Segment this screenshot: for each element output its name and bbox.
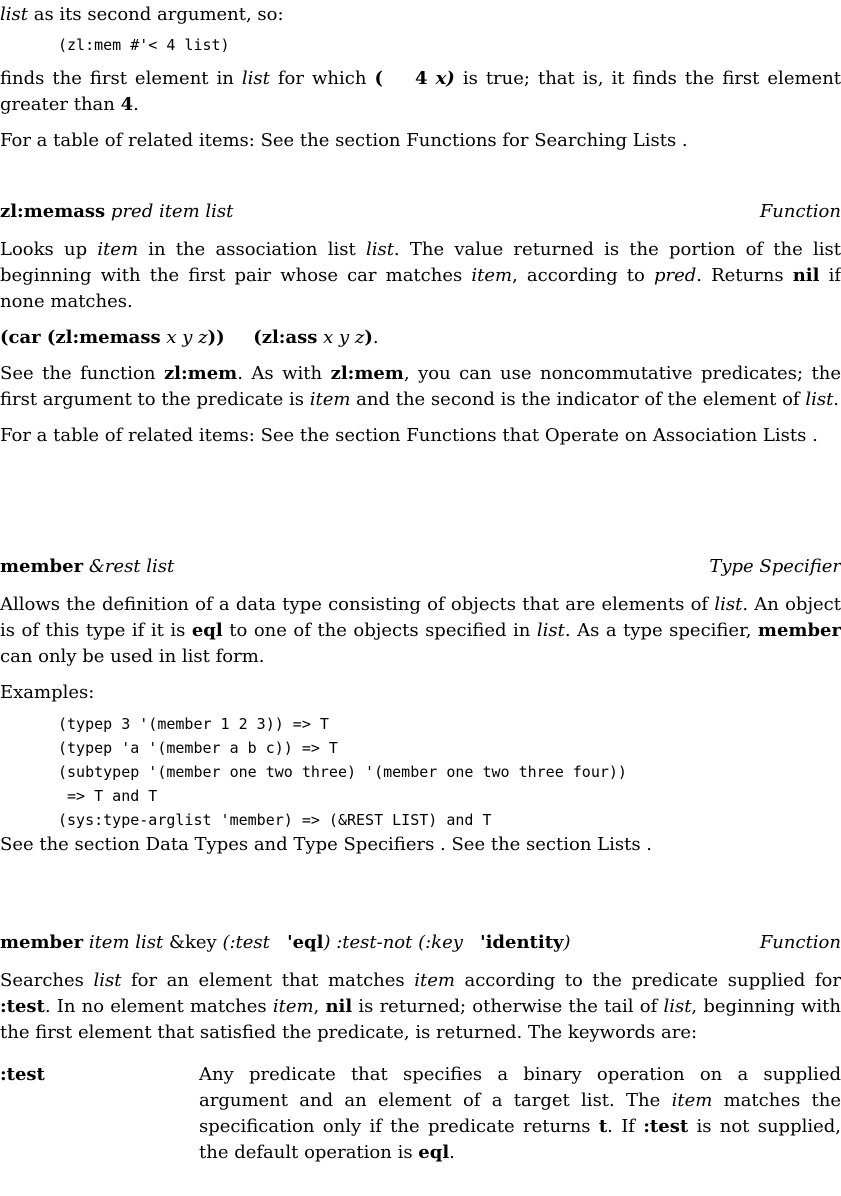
entry-header: member item list &key (:test 'eql) :test-not (:key 'identity) Function [0, 930, 841, 956]
code-line: (subtypep '(member one two three) '(member one two three four)) [58, 763, 627, 781]
intro-line: list as its second argument, so: [0, 4, 284, 25]
entry-args: &rest list [88, 556, 175, 577]
entry-kind: Function [759, 932, 841, 953]
keyword-definition: Any predicate that specifies a binary operation on a supplied argument and an element of a target list. The item matches the specification only if the predicate returns t. If :test is not supplied, the default operation is eql. [199, 1064, 841, 1163]
code-line: => T and T [58, 787, 158, 805]
intro-paragraph: finds the first element in list for which ( 4 x) is true; that is, it finds the first element greater than 4. [0, 68, 841, 115]
examples-label: Examples: [0, 682, 95, 703]
keyword-row [0, 1062, 841, 1166]
code-example: (zl:mem #'< 4 list) [58, 36, 230, 54]
entry-header [0, 199, 841, 225]
intro-section [0, 0, 841, 154]
entry-description: Searches list for an element that matches item according to the predicate supplied for :test. In no element matches item, nil is returned; otherwise the tail of list, beginning with the first element that satisfied the predicate, is returned. The keywords are: [0, 970, 841, 1043]
entry-member-type [0, 554, 841, 858]
equivalence-line: (car (zl:memass x y z)) (zl:ass x y z). [0, 327, 379, 348]
related-items-link[interactable]: For a table of related items: See the section Functions that Operate on Association Lists . [0, 425, 818, 446]
code-examples [0, 712, 841, 832]
entry-kind: Type Specifier [709, 556, 841, 577]
keyword-term: :test [0, 1064, 45, 1085]
code-line: (typep 'a '(member a b c)) => T [58, 739, 338, 757]
code-line: (typep 3 '(member 1 2 3)) => T [58, 715, 329, 733]
related-items-link[interactable]: For a table of related items: See the section Functions for Searching Lists . [0, 130, 688, 151]
see-also-links[interactable]: See the section Data Types and Type Specifiers . See the section Lists . [0, 834, 653, 855]
entry-args: pred item list [110, 201, 234, 222]
entry-name: member [0, 556, 84, 577]
entry-name: zl:memass [0, 201, 106, 222]
entry-member-function [0, 930, 841, 1166]
entry-memass [0, 199, 841, 449]
entry-note: See the function zl:mem. As with zl:mem, you can use noncommutative predicates; the first argument to the predicate is item and the second is the indicator of the element of list. [0, 363, 841, 410]
entry-name: member [0, 932, 84, 953]
entry-kind: Function [759, 201, 841, 222]
code-line: (sys:type-arglist 'member) => (&REST LIST) and T [58, 811, 492, 829]
entry-description: Looks up item in the association list list. The value returned is the portion of the list beginning with the first pair whose car matches item, according to pred. Returns nil if none matches. [0, 239, 841, 312]
entry-header [0, 554, 841, 580]
entry-description: Allows the definition of a data type consisting of objects that are elements of list. An object is of this type if it is eql to one of the objects specified in list. As a type specifier, member can only be used in list form. [0, 594, 841, 667]
